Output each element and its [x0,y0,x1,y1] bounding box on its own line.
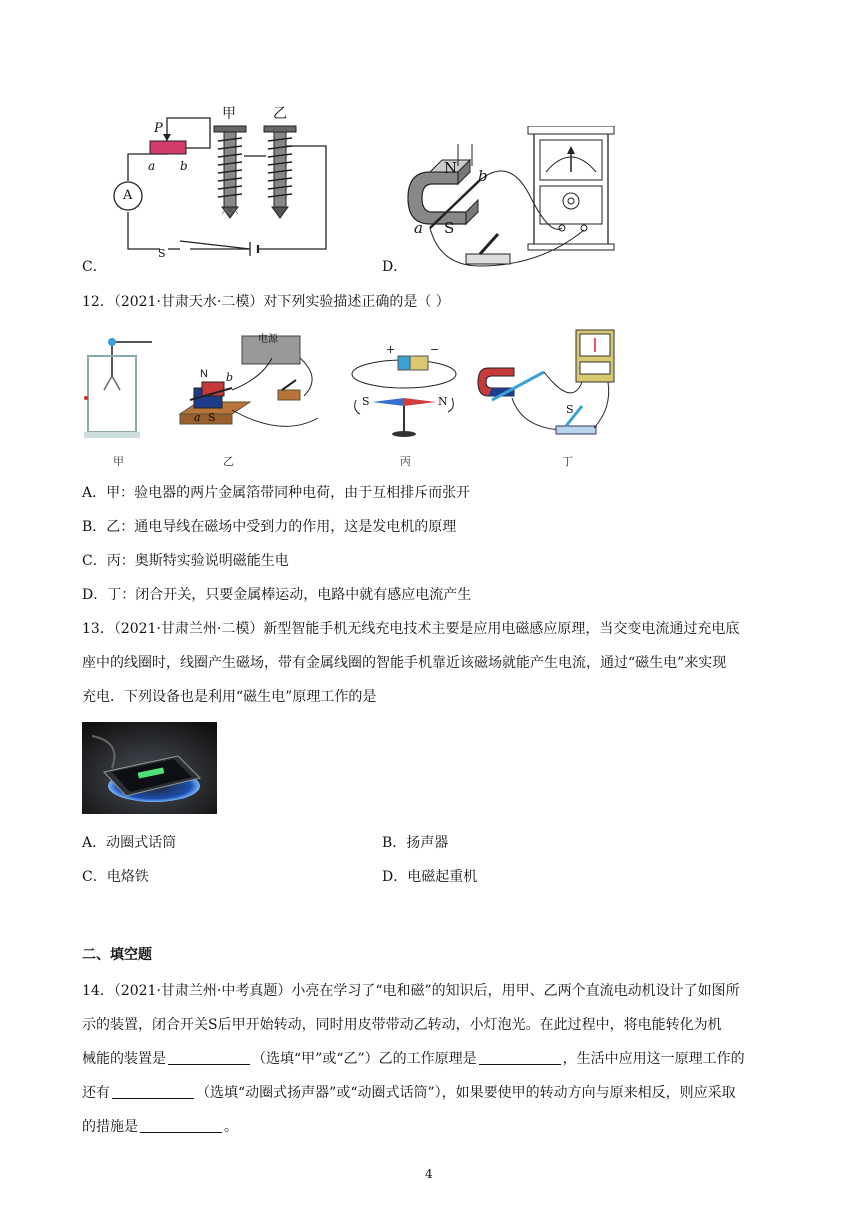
q14-line4-b: （选填“动圈式扬声器”或“动圈式话筒”），如果要使甲的转动方向与原来相反，则应采取 [196,1085,736,1101]
caption-bing: 丙 [400,455,411,468]
label-n-bing: N [438,395,448,408]
q14-line2: 示的装置，闭合开关S后甲开始转动，同时用皮带带动乙转动，小灯泡光。在此过程中，将电能转化为机 [82,1017,722,1033]
option-d-label: D． [382,259,408,275]
induction-figure [478,330,614,434]
section-title: 二、填空题 [82,947,152,963]
label-a-d: a [414,219,423,237]
q14-line1: 14．（2021·甘肃兰州·中考真题）小亮在学习了“电和磁”的知识后，用甲、乙两个直流电动机设计了如图所 [82,983,740,999]
label-plus: + [386,343,396,356]
q12-option-c: C．丙：奥斯特实验说明磁能生电 [82,553,289,569]
label-s: S [444,219,455,237]
option-d-figure [400,126,620,276]
q14-line3 [82,1049,745,1069]
q12-stem: 12．（2021·甘肃天水·二模）对下列实验描述正确的是（ ） [82,294,450,310]
label-s-ding: S [566,403,574,416]
caption-yi: 乙 [223,455,234,468]
label-a: a [148,159,156,173]
label-b-d: b [478,167,488,185]
caption-ding: 丁 [562,455,573,468]
q14-line5-b: 。 [224,1119,238,1135]
q13-option-c: C．电烙铁 [82,869,149,885]
label-b-yi: b [226,371,234,384]
answer-blank-3[interactable] [112,1084,194,1099]
wireless-charging-photo [82,722,217,814]
q13-option-a: A．动圈式话筒 [82,835,177,851]
label-p: P [154,121,163,136]
electroscope-figure [84,338,152,438]
q12-figures [82,328,642,473]
label-s-bing: S [362,395,370,408]
q14-line5 [82,1117,238,1137]
q13-option-b: B．扬声器 [382,835,449,851]
page-number: 4 [425,1167,433,1181]
answer-blank-2[interactable] [479,1050,561,1065]
q13-stem-line2: 座中的线圈时，线圈产生磁场，带有金属线圈的智能手机靠近该磁场就能产生电流，通过“磁生电”来实现 [82,655,727,671]
q14-line3-b: （选填“甲”或“乙”）乙的工作原理是 [252,1051,477,1067]
q14-line4 [82,1083,736,1103]
option-c-label: C． [82,259,107,275]
q12-option-d: D．丁：闭合开关，只要金属棒运动，电路中就有感应电流产生 [82,587,472,603]
label-jia: 甲 [222,106,236,122]
answer-blank-1[interactable] [168,1050,250,1065]
label-a-yi: a [194,411,201,424]
q12-option-b: B．乙：通电导线在磁场中受到力的作用，这是发电机的原理 [82,519,457,535]
caption-jia: 甲 [113,455,124,468]
label-b: b [180,159,188,173]
label-ammeter: A [123,188,133,203]
q14-line3-a: 械能的装置是 [82,1051,166,1067]
label-minus: − [430,343,440,356]
label-yi: 乙 [273,106,287,122]
q14-line5-a: 的措施是 [82,1119,138,1135]
q12-option-a: A．甲：验电器的两片金属箔带同种电荷，由于互相排斥而张开 [82,485,471,501]
nail-jia [214,126,246,218]
q13-stem-line1: 13．（2021·甘肃兰州·二模）新型智能手机无线充电技术主要是应用电磁感应原理，当交变电流通过充电底 [82,621,740,637]
q14-line4-a: 还有 [82,1085,110,1101]
q13-option-d: D．电磁起重机 [382,869,478,885]
q13-stem-line3: 充电．下列设备也是利用“磁生电”原理工作的是 [82,689,377,705]
option-c-figure [110,96,340,260]
answer-blank-4[interactable] [140,1118,222,1133]
label-switch: S [158,247,166,260]
label-s-yi: S [208,411,216,424]
label-power: 电源 [258,334,278,345]
nail-yi [264,126,296,218]
label-n-yi: N [200,368,208,380]
label-n: N [444,159,458,177]
q14-line3-c: ，生活中应用这一原理工作的 [562,1051,745,1067]
